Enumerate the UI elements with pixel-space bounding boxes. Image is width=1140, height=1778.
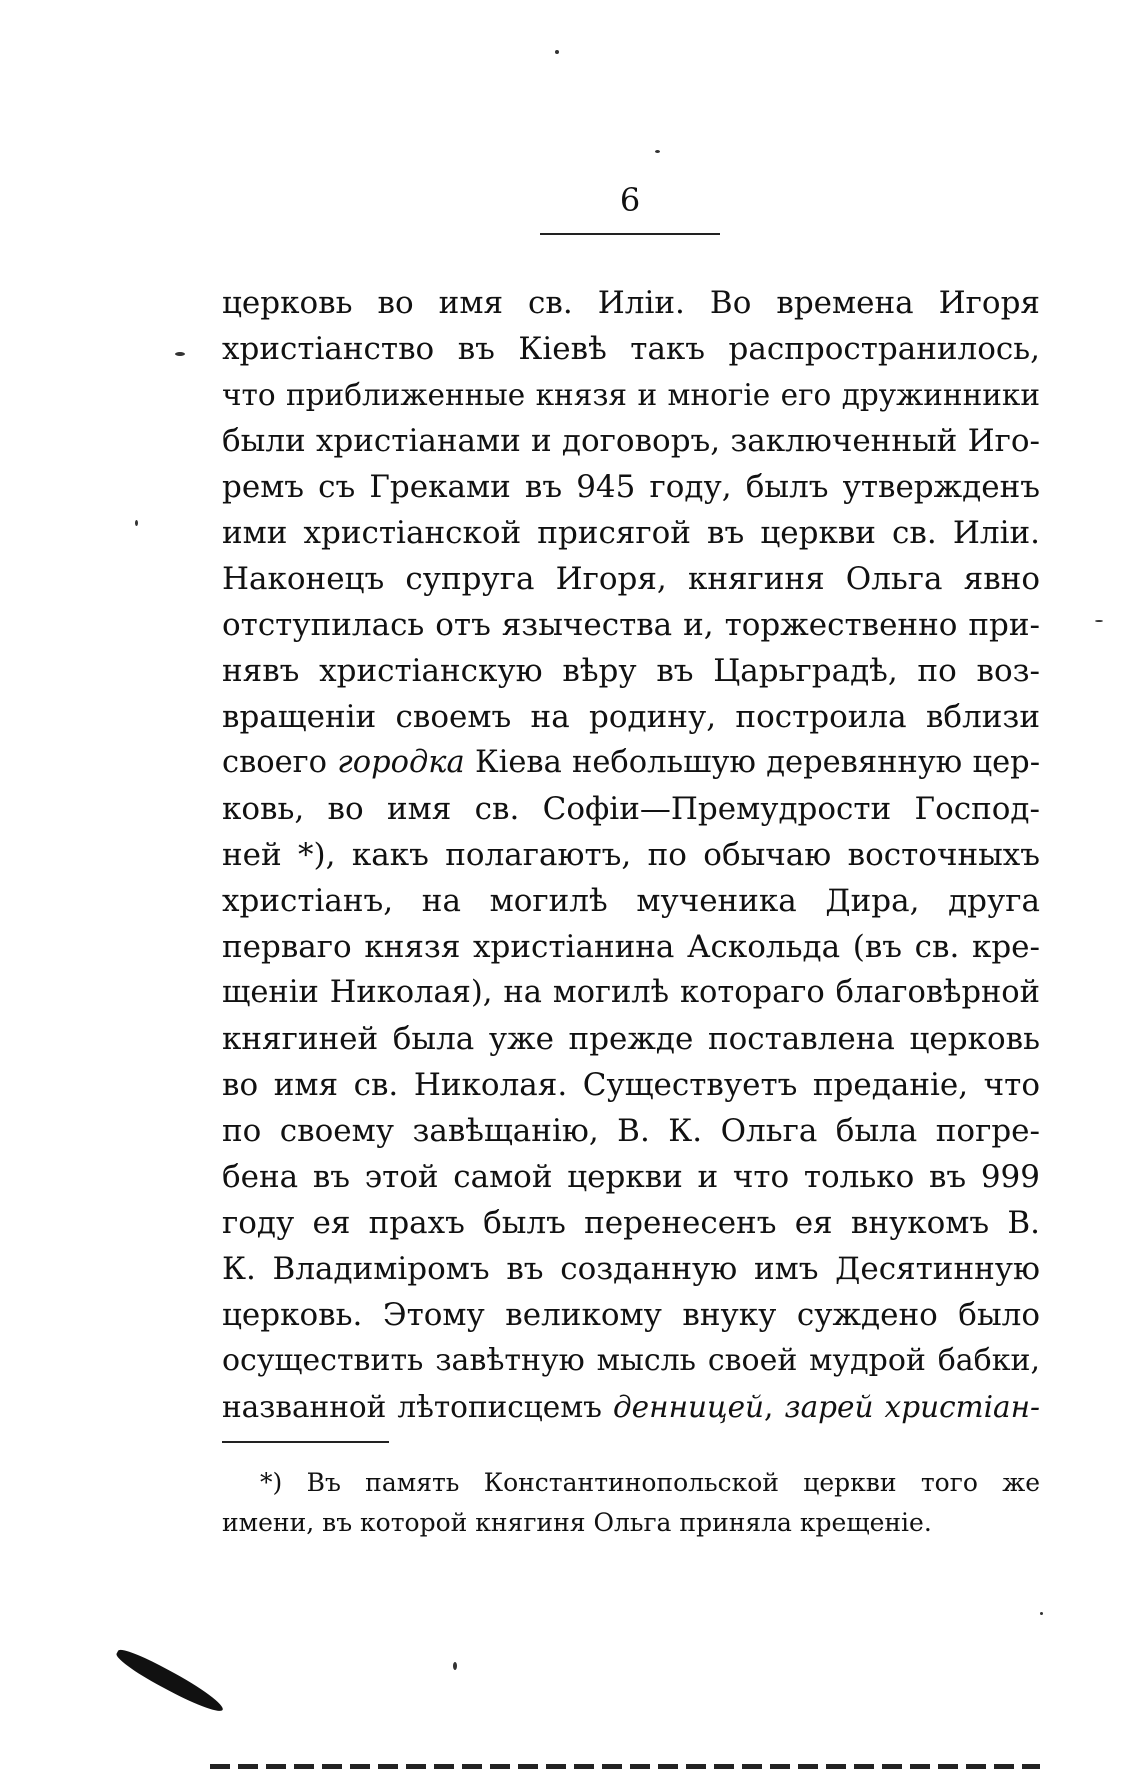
text-line [222, 510, 1040, 556]
text-segment: ими христіанской присягой въ церкви св. Иліи. [222, 515, 1040, 551]
text-segment: княгиней была уже прежде поставлена церковь [222, 1021, 1040, 1057]
text-line [222, 878, 1040, 924]
text-segment: осуществить завѣтную мысль своей мудрой бабки, [222, 1343, 1040, 1378]
text-segment: ремъ съ Греками въ 945 году, былъ утвержденъ [222, 469, 1040, 505]
footnote-line: *) Въ память Константинопольской церкви того же [260, 1468, 1040, 1497]
scan-speck [1095, 620, 1103, 622]
text-segment: щеніи Николая), на могилѣ котораго благовѣрной [222, 975, 1040, 1010]
text-segment: по своему завѣщанію, В. К. Ольга была погре- [222, 1113, 1040, 1149]
text-segment: году ея прахъ былъ перенесенъ ея внукомъ В. [222, 1205, 1040, 1241]
text-line [222, 786, 1040, 832]
text-segment: нявъ христіанскую вѣру въ Царьградѣ, по воз- [222, 653, 1040, 689]
text-line [222, 602, 1040, 648]
text-line [222, 740, 1040, 786]
footnote-separator [222, 1441, 389, 1443]
text-segment: церковь во имя св. Иліи. Во времена Игоря [222, 285, 1040, 321]
text-segment: , [764, 1390, 785, 1424]
text-line [222, 1154, 1040, 1200]
text-segment: Наконецъ супруга Игоря, княгиня Ольга явно [222, 561, 1040, 597]
footnotes [222, 1463, 1040, 1543]
italic-text: денницей [612, 1390, 765, 1424]
text-line [222, 924, 1040, 970]
text-segment: отступилась отъ язычества и, торжественно при- [222, 607, 1040, 643]
scan-speck [1040, 1612, 1043, 1615]
text-line [222, 648, 1040, 694]
scan-speck [175, 352, 185, 356]
scan-speck [555, 50, 559, 54]
text-segment: названной лѣтописцемъ [222, 1390, 613, 1424]
text-line [222, 556, 1040, 602]
scan-smudge [113, 1645, 227, 1717]
text-segment: бена въ этой самой церкви и что только въ 999 [222, 1159, 1040, 1195]
footnote-line: имени, въ которой княгиня Ольга приняла крещеніе. [222, 1508, 932, 1537]
text-segment: перваго князя христіанина Аскольда (въ св. кре- [222, 929, 1040, 965]
text-segment: ковь, во имя св. Софіи—Премудрости Господ- [222, 791, 1040, 827]
text-line [222, 1384, 1040, 1430]
italic-text: городка [337, 745, 465, 780]
text-segment: Кіева небольшую деревянную цер- [464, 745, 1041, 780]
text-segment: ней *), какъ полагаютъ, по обычаю восточныхъ [222, 837, 1040, 873]
text-segment: церковь. Этому великому внуку суждено было [222, 1297, 1040, 1333]
text-line [222, 1200, 1040, 1246]
text-line [222, 1016, 1040, 1062]
italic-text: зарей христіан- [784, 1390, 1040, 1424]
page-number: 6 [619, 181, 641, 219]
text-segment: были христіанами и договоръ, заключенный Иго- [222, 423, 1040, 459]
text-line [222, 280, 1040, 326]
text-segment: вращеніи своемъ на родину, построила вблизи [222, 699, 1040, 735]
text-segment: что приближенные князя и многіе его дружинники [222, 378, 1040, 412]
text-line [222, 1246, 1040, 1292]
page-number-rule [540, 233, 720, 235]
text-segment: во имя св. Николая. Существуетъ преданіе, что [222, 1067, 1040, 1103]
text-line [222, 970, 1040, 1016]
text-line [222, 1062, 1040, 1108]
scan-bottom-edge [210, 1764, 1040, 1769]
text-line [222, 832, 1040, 878]
text-segment: христіанство въ Кіевѣ такъ распространилось, [222, 331, 1040, 367]
text-line [222, 1338, 1040, 1384]
body-text [222, 280, 1040, 1430]
scan-speck [655, 150, 660, 153]
text-line [222, 464, 1040, 510]
text-line [222, 1292, 1040, 1338]
text-line [222, 418, 1040, 464]
scan-speck [453, 1662, 457, 1670]
text-line [222, 1108, 1040, 1154]
text-segment: К. Владиміромъ въ созданную имъ Десятинную [222, 1251, 1040, 1287]
text-line [222, 694, 1040, 740]
text-line [222, 372, 1040, 418]
scan-speck [135, 520, 138, 526]
text-segment: своего [222, 745, 338, 780]
text-segment: христіанъ, на могилѣ мученика Дира, друга [222, 883, 1040, 919]
text-line [222, 326, 1040, 372]
